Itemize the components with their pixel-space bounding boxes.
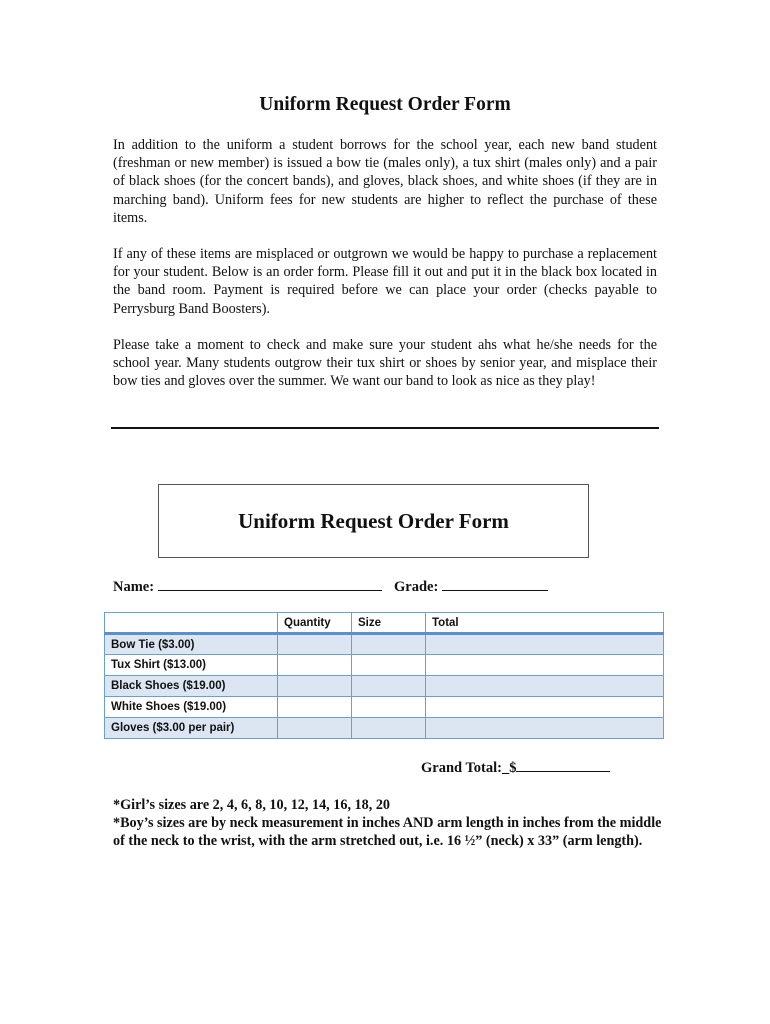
gloves-size-cell[interactable] <box>352 718 426 739</box>
black-shoes-quantity-cell[interactable] <box>278 676 352 697</box>
row-item-black-shoes: Black Shoes ($19.00) <box>105 676 278 697</box>
form-title-box <box>158 484 589 558</box>
grand-total-row <box>421 758 610 777</box>
form-title: Uniform Request Order Form <box>238 508 509 533</box>
header-item <box>105 613 278 634</box>
table-row <box>105 655 664 676</box>
gloves-total-cell[interactable] <box>426 718 664 739</box>
table-row <box>105 697 664 718</box>
bow-tie-quantity-cell[interactable] <box>278 634 352 655</box>
gloves-quantity-cell[interactable] <box>278 718 352 739</box>
row-item-tux-shirt: Tux Shirt ($13.00) <box>105 655 278 676</box>
boys-sizes-note: *Boy’s sizes are by neck measurement in inches AND arm length in inches from the middle of the neck to the wrist, with the arm stretched out, i.e. 16 ½” (neck) x 33” (arm length). <box>113 815 662 850</box>
white-shoes-size-cell[interactable] <box>352 697 426 718</box>
table-row <box>105 676 664 697</box>
order-table <box>104 612 664 739</box>
white-shoes-total-cell[interactable] <box>426 697 664 718</box>
grand-total-label: Grand Total:_$ <box>421 760 517 776</box>
bow-tie-size-cell[interactable] <box>352 634 426 655</box>
row-item-white-shoes: White Shoes ($19.00) <box>105 697 278 718</box>
intro-paragraph-2: If any of these items are misplaced or outgrown we would be happy to purchase a replacement for your student. Below is an order form. Please fill it out and put it in the black box located in the band room. Payment is required before we can place your order (checks payable to Perrysburg Band Boosters). <box>113 246 657 317</box>
tux-shirt-quantity-cell[interactable] <box>278 655 352 676</box>
table-row <box>105 634 664 655</box>
intro-paragraph-3: Please take a moment to check and make sure your student ahs what he/she needs for the school year. Many students outgrow their tux shirt or shoes by senior year, and misplace their bow ties and gloves over the summer. We want our band to look as nice as they play! <box>113 337 657 390</box>
name-label: Name: <box>113 579 155 595</box>
grade-label: Grade: <box>394 579 439 595</box>
size-notes <box>113 796 663 851</box>
grade-field-row <box>394 577 548 596</box>
tux-shirt-total-cell[interactable] <box>426 655 664 676</box>
bow-tie-total-cell[interactable] <box>426 634 664 655</box>
row-item-bow-tie: Bow Tie ($3.00) <box>105 634 278 655</box>
name-field[interactable] <box>158 577 382 591</box>
header-size: Size <box>352 613 426 634</box>
white-shoes-quantity-cell[interactable] <box>278 697 352 718</box>
table-header-row <box>105 613 664 634</box>
intro-paragraph-1: In addition to the uniform a student borrows for the school year, each new band student (freshman or new member) is issued a bow tie (males only), a tux shirt (males only) and a pair of black shoes (for the concert bands), and gloves, black shoes, and white shoes (if they are in marching band). Uniform fees for new students are higher to reflect the purchase of these items. <box>113 137 657 226</box>
header-quantity: Quantity <box>278 613 352 634</box>
grade-field[interactable] <box>442 577 548 591</box>
header-total: Total <box>426 613 664 634</box>
tux-shirt-size-cell[interactable] <box>352 655 426 676</box>
name-field-row <box>113 577 382 596</box>
black-shoes-total-cell[interactable] <box>426 676 664 697</box>
section-divider <box>111 427 659 429</box>
black-shoes-size-cell[interactable] <box>352 676 426 697</box>
girls-sizes-note: *Girl’s sizes are 2, 4, 6, 8, 10, 12, 14, 16, 18, 20 <box>113 797 391 813</box>
row-item-gloves: Gloves ($3.00 per pair) <box>105 718 278 739</box>
page-title: Uniform Request Order Form <box>259 94 511 115</box>
grand-total-field[interactable] <box>516 758 610 772</box>
table-row <box>105 718 664 739</box>
